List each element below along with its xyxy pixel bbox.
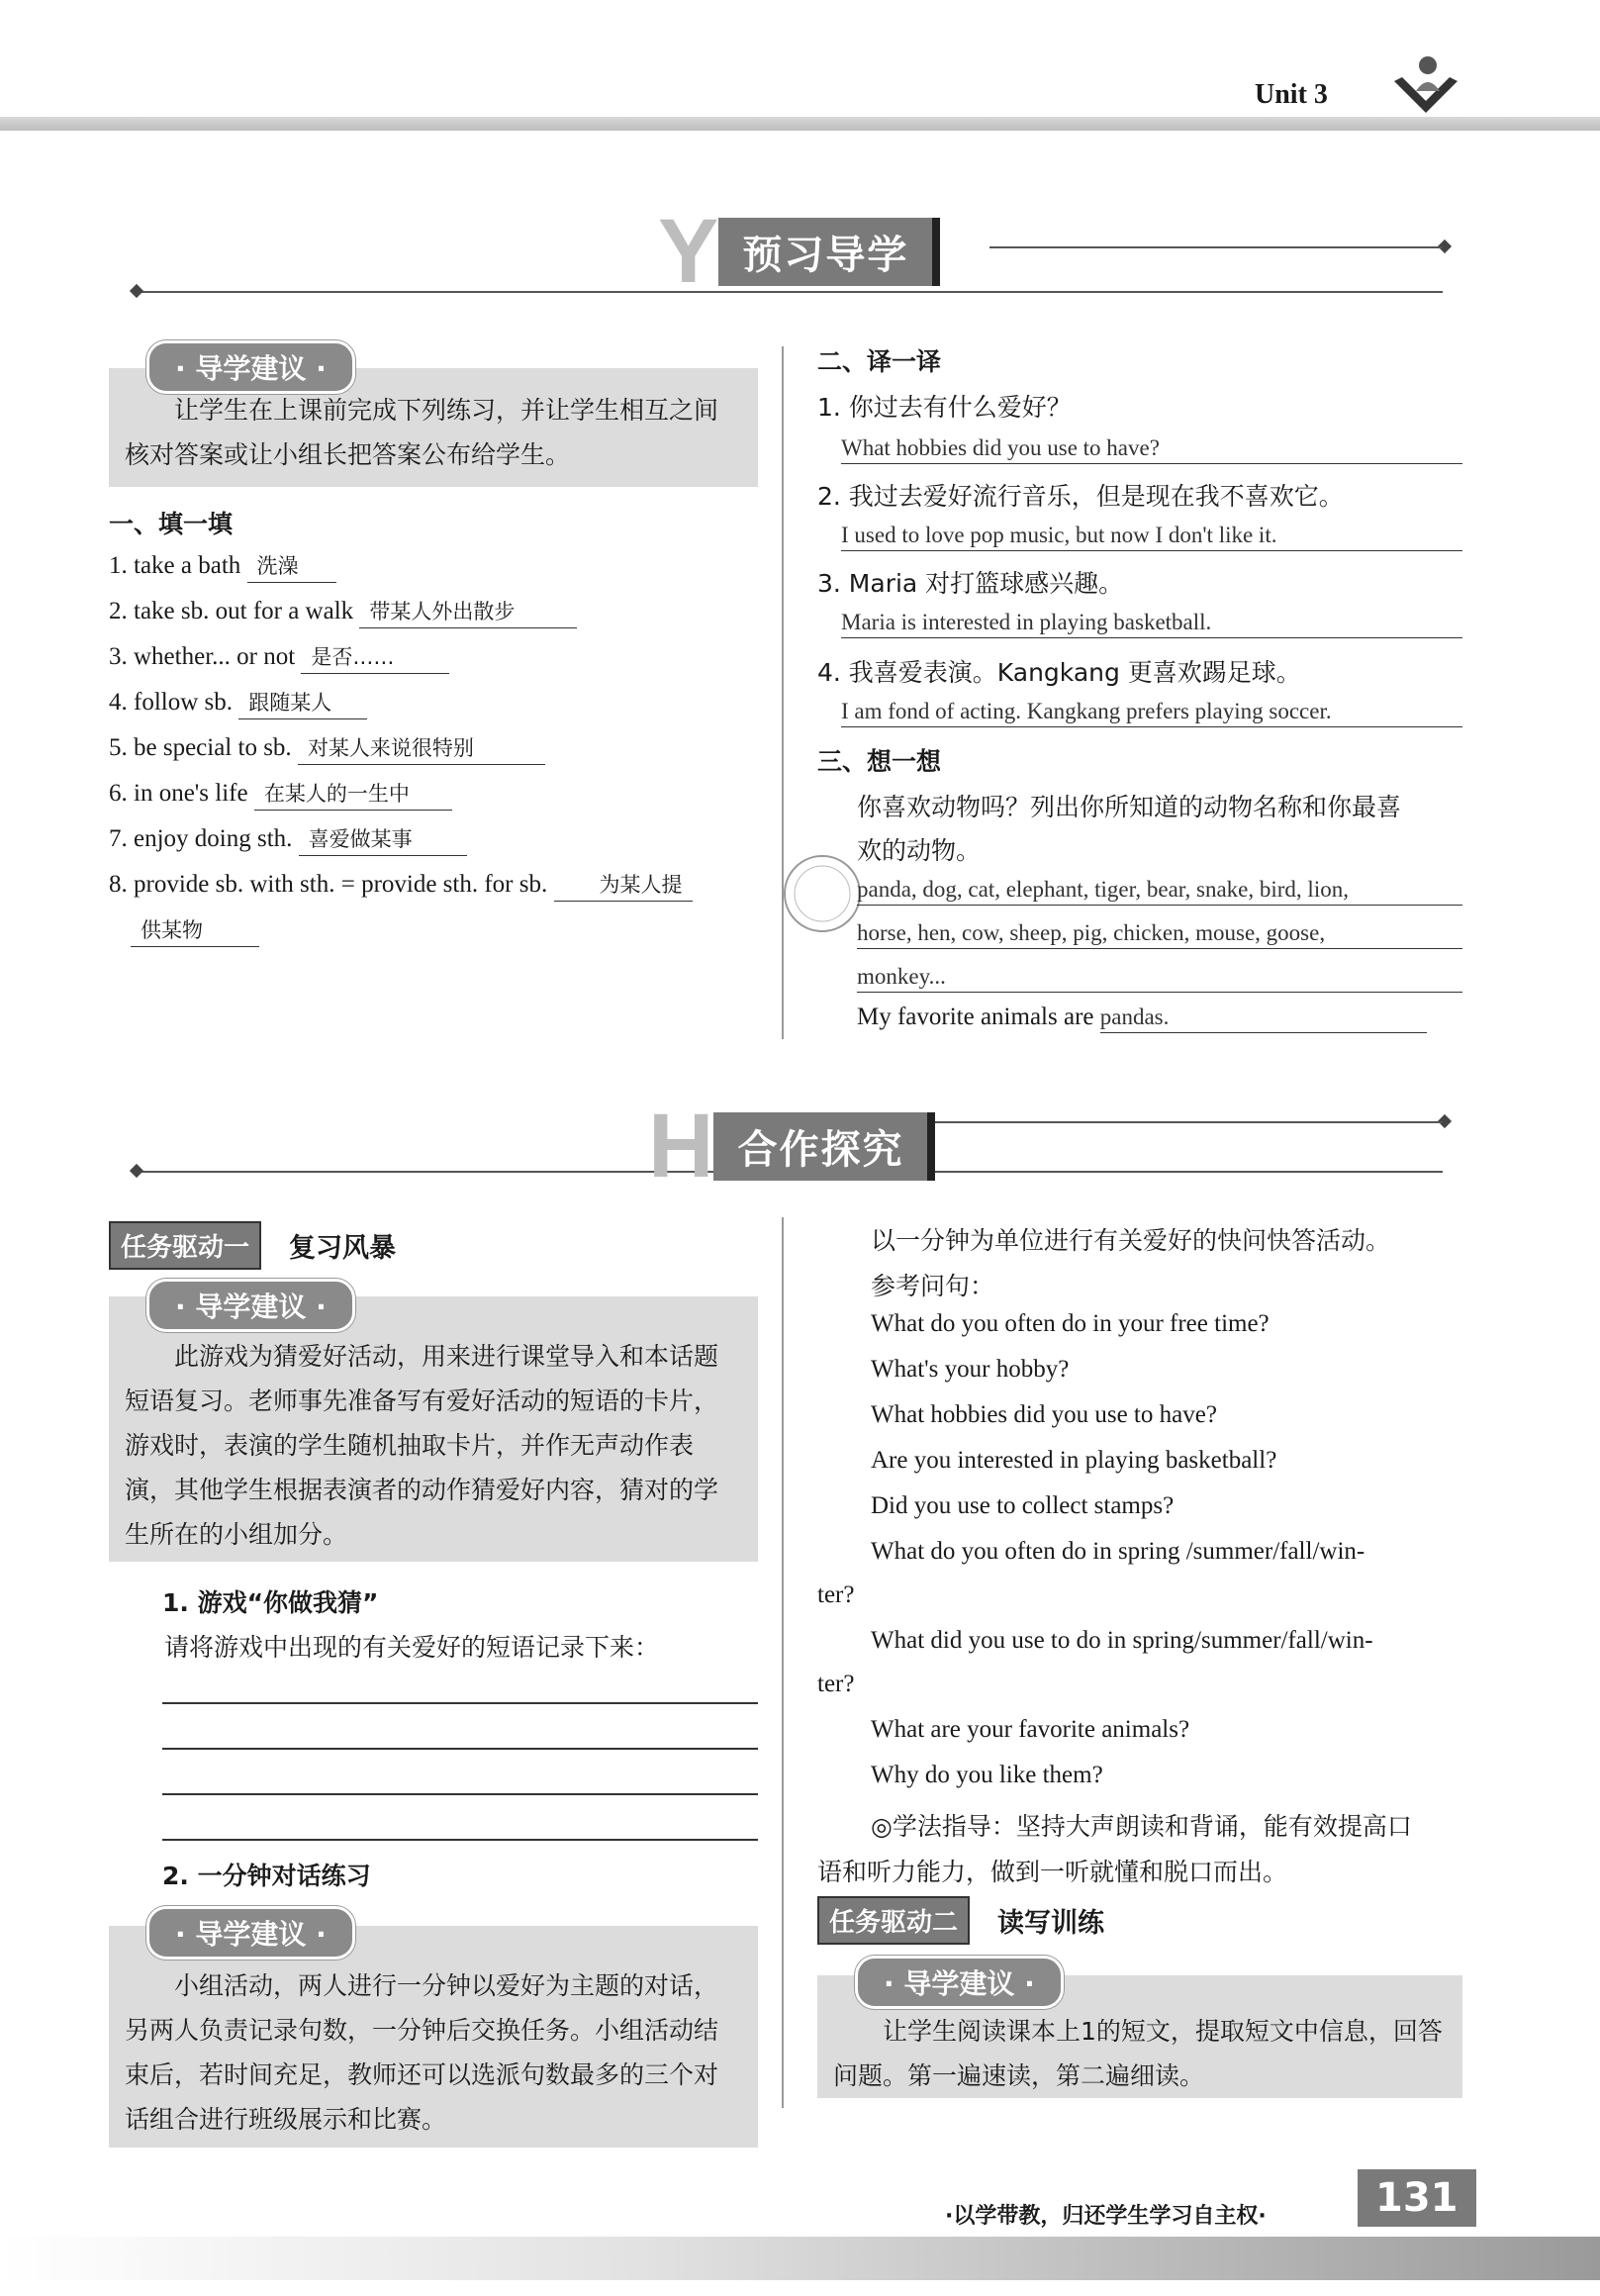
- fill-item: 1. take a bath 洗澡: [109, 550, 336, 583]
- banner-letter: H: [648, 1096, 714, 1196]
- task-title: 读写训练: [997, 1908, 1105, 1939]
- banner-line-dot: [130, 1164, 143, 1178]
- fill-item: 3. whether... or not 是否……: [109, 641, 449, 674]
- question-item: What did you use to do in spring/summer/fall/win-: [871, 1627, 1373, 1654]
- guide-box: [109, 1296, 758, 1562]
- guide-tag: · 导学建议 ·: [146, 1906, 355, 1960]
- dialog-heading: 2. 一分钟对话练习: [162, 1862, 371, 1890]
- question-item: Why do you like them?: [871, 1762, 1103, 1788]
- task-tag: 任务驱动一: [109, 1221, 261, 1270]
- translate-answer: I used to love pop music, but now I don't like it.: [841, 523, 1462, 551]
- translate-heading: 二、译一译: [817, 347, 942, 376]
- task-header: [817, 1896, 1104, 1945]
- game-instruction: 请将游戏中出现的有关爱好的短语记录下来：: [164, 1633, 660, 1662]
- question-item: What's your hobby?: [871, 1356, 1070, 1383]
- question-item: What do you often do in spring /summer/fall/win-: [871, 1538, 1365, 1565]
- task-header: [109, 1221, 396, 1270]
- question-item-continued: ter?: [817, 1581, 855, 1608]
- column-divider: [782, 346, 784, 1039]
- fill-item: 5. be special to sb. 对某人来说很特别: [109, 732, 545, 765]
- cooperate-banner: [648, 1096, 935, 1196]
- translate-question: 2. 我过去爱好流行音乐，但是现在我不喜欢它。: [817, 482, 1344, 511]
- guide-text: 小组活动，两人进行一分钟以爱好为主题的对话，另两人负责记录句数，一分钟后交换任务。小组活动结束后，若时间充足，教师还可以选派句数最多的三个对话组合进行班级展示和比赛。: [125, 1971, 719, 2134]
- favorite-animals: My favorite animals are pandas.: [857, 1004, 1427, 1033]
- translate-answer: Maria is interested in playing basketball.: [841, 610, 1462, 638]
- column-divider: [782, 1217, 784, 2108]
- animals-answer: monkey...: [857, 964, 1462, 993]
- question-item: Did you use to collect stamps?: [871, 1492, 1175, 1519]
- preview-banner: [658, 201, 940, 302]
- question-item: What hobbies did you use to have?: [871, 1401, 1217, 1428]
- fill-item-continued: 供某物: [131, 914, 259, 947]
- translate-question: 1. 你过去有什么爱好？: [817, 393, 1072, 422]
- reference-label: 参考问句：: [871, 1272, 995, 1300]
- answer-blank: [162, 1748, 758, 1750]
- answer-blank: [162, 1839, 758, 1841]
- page-number: 131: [1358, 2169, 1476, 2227]
- fill-item: 2. take sb. out for a walk 带某人外出散步: [109, 596, 577, 628]
- fill-item: 6. in one's life 在某人的一生中: [109, 778, 452, 811]
- footer-bar: [0, 2237, 1600, 2280]
- banner-line-preview-right: [989, 246, 1443, 248]
- header-bar: [0, 117, 1600, 131]
- banner-title: 预习导学: [718, 218, 940, 286]
- guide-text: 让学生阅读课本上1的短文，提取短文中信息，回答问题。第一遍速读，第二遍细读。: [833, 2017, 1443, 2090]
- task-title: 复习风暴: [289, 1233, 397, 1264]
- animals-answer: panda, dog, cat, elephant, tiger, bear, snake, bird, lion,: [857, 877, 1462, 906]
- think-heading: 三、想一想: [817, 747, 942, 776]
- guide-text: 此游戏为猜爱好活动，用来进行课堂导入和本话题短语复习。老师事先准备写有爱好活动的短语的卡片，游戏时，表演的学生随机抽取卡片，并作无声动作表演，其他学生根据表演者的动作猜爱好内容，猜对的学生所在的小组加分。: [125, 1342, 719, 1549]
- animals-answer: horse, hen, cow, sheep, pig, chicken, mouse, goose,: [857, 920, 1462, 949]
- stamp-icon: [782, 853, 863, 934]
- think-prompt: 你喜欢动物吗？列出你所知道的动物名称和你最喜: [857, 793, 1402, 821]
- answer-blank: [162, 1702, 758, 1704]
- fill-item: 4. follow sb. 跟随某人: [109, 687, 367, 719]
- question-item: Are you interested in playing basketball?: [871, 1447, 1277, 1474]
- translate-question: 3. Maria 对打篮球感兴趣。: [817, 569, 1124, 598]
- banner-line-preview: [137, 291, 1443, 293]
- fill-item: 8. provide sb. with sth. = provide sth. for sb. 为某人提: [109, 869, 693, 902]
- guide-text: 让学生在上课前完成下列练习，并让学生相互之间核对答案或让小组长把答案公布给学生。: [125, 396, 719, 469]
- banner-letter: Y: [658, 201, 719, 302]
- question-item: What are your favorite animals?: [871, 1716, 1190, 1743]
- footer-slogan: ·以学带教，归还学生学习自主权·: [945, 2204, 1267, 2229]
- fill-heading: 一、填一填: [109, 510, 234, 538]
- banner-title: 合作探究: [713, 1112, 935, 1181]
- method-tip: 语和听力能力，做到一听就懂和脱口而出。: [817, 1858, 1288, 1886]
- activity-intro: 以一分钟为单位进行有关爱好的快问快答活动。: [871, 1226, 1391, 1255]
- guide-tag: · 导学建议 ·: [146, 1279, 355, 1332]
- think-prompt: 欢的动物。: [857, 836, 982, 865]
- translate-answer: I am fond of acting. Kangkang prefers playing soccer.: [841, 699, 1462, 727]
- game-heading: 1. 游戏“你做我猜”: [162, 1588, 379, 1617]
- task-tag: 任务驱动二: [817, 1896, 970, 1945]
- banner-line-dot: [130, 284, 143, 298]
- guide-tag: · 导学建议 ·: [855, 1956, 1064, 2009]
- translate-question: 4. 我喜爱表演。Kangkang 更喜欢踢足球。: [817, 658, 1301, 687]
- unit-label: Unit 3: [1255, 79, 1328, 110]
- question-item-continued: ter?: [817, 1671, 855, 1697]
- guide-tag: · 导学建议 ·: [146, 340, 355, 394]
- method-tip: ◎学法指导：坚持大声朗读和背诵，能有效提高口: [871, 1812, 1412, 1841]
- book-person-logo-icon: [1390, 51, 1461, 121]
- answer-blank: [162, 1793, 758, 1795]
- question-item: What do you often do in your free time?: [871, 1310, 1270, 1337]
- fill-item: 7. enjoy doing sth. 喜爱做某事: [109, 823, 467, 856]
- translate-answer: What hobbies did you use to have?: [841, 435, 1462, 464]
